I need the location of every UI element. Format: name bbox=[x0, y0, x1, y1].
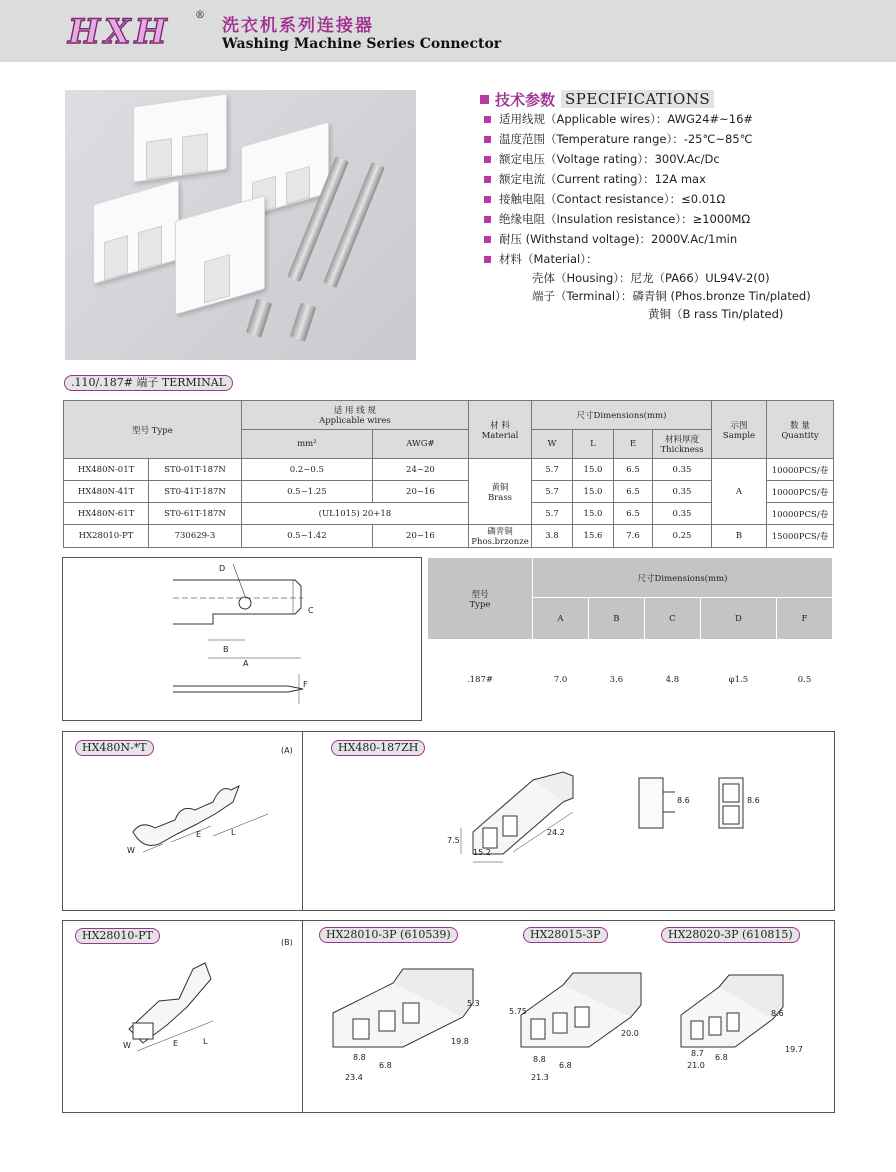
marker-a: (A) bbox=[281, 746, 293, 755]
tag-hx28015-3p: HX28015-3P bbox=[523, 927, 608, 943]
table-row: HX480N-41T ST0-41T-187N 0.5~1.25 20~16 5.7 15.0 6.5 0.35 10000PCS/卷 bbox=[64, 481, 834, 503]
p3-dim-1: 8.7 bbox=[691, 1049, 704, 1058]
material-terminal: 端子（Terminal）：磷青铜 (Phos.bronze Tin/plated) bbox=[532, 289, 811, 303]
registered-mark: ® bbox=[195, 10, 205, 21]
table-row: HX480N-01T ST0-01T-187N 0.2~0.5 24~20 黄铜 Brass 5.7 15.0 6.5 0.35 A 10000PCS/卷 bbox=[64, 459, 834, 481]
dim-c: C bbox=[308, 606, 314, 615]
bullet-icon bbox=[484, 116, 491, 123]
bullet-square-icon bbox=[480, 95, 489, 104]
housing-2way-left bbox=[93, 180, 179, 285]
dim-l-b: L bbox=[203, 1037, 208, 1046]
bullet-icon bbox=[484, 176, 491, 183]
spec-item: 额定电流（Current rating）：12A max bbox=[480, 169, 860, 189]
marker-b: (B) bbox=[281, 938, 293, 947]
p2-dim-2: 6.8 bbox=[559, 1061, 572, 1070]
spec-item: 材料（Material）： bbox=[480, 249, 860, 269]
p1-dim-1: 8.8 bbox=[353, 1053, 366, 1062]
bullet-icon bbox=[484, 156, 491, 163]
spec-item: 温度范围（Temperature range）：-25℃~85℃ bbox=[480, 129, 860, 149]
material-housing: 壳体（Housing）：尼龙（PA66）UL94V-2(0) bbox=[532, 271, 770, 285]
dim-a: A bbox=[243, 659, 249, 668]
p3-dim-0: 8.6 bbox=[771, 1009, 784, 1018]
dim-15-2: 15.2 bbox=[473, 848, 491, 857]
table-row: .187# 7.0 3.6 4.8 φ1.5 0.5 bbox=[428, 640, 833, 720]
p2-dim-1: 8.8 bbox=[533, 1055, 546, 1064]
panel-a bbox=[62, 731, 835, 911]
tag-hx480n: HX480N-*T bbox=[75, 740, 154, 756]
p1-dim-3: 19.8 bbox=[451, 1037, 469, 1046]
table-row: HX28010-PT 730629-3 0.5~1.42 20~16 磷青铜 Phos.brzonze 3.8 15.6 7.6 0.25 B 15000PCS/卷 bbox=[64, 525, 834, 548]
bullet-icon bbox=[484, 216, 491, 223]
spec-item: 额定电压（Voltage rating）：300V.Ac/Dc bbox=[480, 149, 860, 169]
dim-24-2: 24.2 bbox=[547, 828, 565, 837]
p2-dim-0: 5.75 bbox=[509, 1007, 527, 1016]
dim-8-6-right: 8.6 bbox=[747, 796, 760, 805]
bullet-icon bbox=[484, 136, 491, 143]
spec-item: 适用线规（Applicable wires）：AWG24#~16# bbox=[480, 109, 860, 129]
p3-dim-2: 6.8 bbox=[715, 1053, 728, 1062]
tag-hx28010-3p: HX28010-3P (610539) bbox=[319, 927, 458, 943]
tag-hx28010-pt: HX28010-PT bbox=[75, 928, 160, 944]
table-row: HX480N-61T ST0-61T-187N (UL1015) 20+18 5.7 15.0 6.5 0.35 10000PCS/卷 bbox=[64, 503, 834, 525]
panel-b bbox=[62, 920, 835, 1113]
dim-7-5: 7.5 bbox=[447, 836, 460, 845]
dim-b: B bbox=[223, 645, 229, 654]
product-photo bbox=[65, 90, 416, 360]
dim-w-a: W bbox=[127, 846, 135, 855]
tab-1 bbox=[246, 298, 272, 337]
title-cn: 洗衣机系列连接器 bbox=[222, 16, 374, 36]
p1-dim-2: 6.8 bbox=[379, 1061, 392, 1070]
dim-f: F bbox=[303, 680, 308, 689]
dim-l-a: L bbox=[231, 828, 236, 837]
bullet-icon bbox=[484, 236, 491, 243]
dim-d: D bbox=[219, 564, 226, 573]
spec-title: 技术参数 SPECIFICATIONS bbox=[480, 89, 860, 109]
bullet-icon bbox=[484, 196, 491, 203]
spec-item: 耐压 (Withstand voltage)：2000V.Ac/1min bbox=[480, 229, 860, 249]
tab-dimension-table: 型号 Type 尺寸Dimensions(mm) A B C D F .187# 7.0 3.6 4.8 φ1.5 0.5 bbox=[427, 557, 833, 720]
specifications bbox=[480, 89, 860, 323]
housing-2way-top bbox=[133, 93, 227, 182]
p1-dim-4: 23.4 bbox=[345, 1073, 363, 1082]
housing-b-drawings bbox=[63, 921, 834, 1112]
dim-e-a: E bbox=[196, 830, 202, 839]
p3-dim-4: 21.0 bbox=[687, 1061, 705, 1070]
bullet-icon bbox=[484, 256, 491, 263]
dim-w-b: W bbox=[123, 1041, 131, 1050]
p2-dim-3: 20.0 bbox=[621, 1029, 639, 1038]
material-brass: 黄铜（B rass Tin/plated) bbox=[648, 307, 784, 321]
housing-1way bbox=[175, 195, 265, 315]
title-en: Washing Machine Series Connector bbox=[222, 36, 502, 52]
dim-8-6-left: 8.6 bbox=[677, 796, 690, 805]
p1-dim-0: 5.3 bbox=[467, 999, 480, 1008]
terminal-section-label: .110/.187# 端子 TERMINAL bbox=[64, 375, 233, 391]
header-bar bbox=[0, 0, 896, 62]
p3-dim-3: 19.7 bbox=[785, 1045, 803, 1054]
terminal-a-drawing bbox=[63, 732, 834, 910]
terminal-spec-table: 型号 Type 适 用 线 规 Applicable wires 材 料 Material 尺寸Dimensions(mm) 示图 Sample 数 量 Quantity mm² AWG# W L E 材料厚度 Thickness HX480N-01T ST0-01T-187N 0.2~0.5 24~20 黄铜 Brass 5.7 15.0 6.5 0.35 A 10000PCS/卷 HX480N-41T ST0-41T-187N 0.5~1.25 20~16 5.7 15.0 6.5 0.35 10000PCS/卷 HX480N-61T ST0-61T-187N (UL1015) 20+18 5.7 15.0 6.5 0.35 10000PCS/卷 HX28010-PT 730629-3 0.5~1.42 20~16 磷青铜 Phos.brzonze 3.8 15.6 7.6 0.25 B 15000PCS/卷 bbox=[63, 400, 834, 548]
dim-e-b: E bbox=[173, 1039, 179, 1048]
tag-hx480-187zh: HX480-187ZH bbox=[331, 740, 425, 756]
spec-item: 接触电阻（Contact resistance）：≤0.01Ω bbox=[480, 189, 860, 209]
tag-hx28020-3p: HX28020-3P (610815) bbox=[661, 927, 800, 943]
spec-item: 绝缘电阻（Insulation resistance）：≥1000MΩ bbox=[480, 209, 860, 229]
brand-logo: HXH bbox=[68, 12, 171, 52]
tab-2 bbox=[290, 302, 316, 341]
tab-drawing bbox=[63, 558, 421, 720]
tab-drawing-panel bbox=[62, 557, 422, 721]
p2-dim-4: 21.3 bbox=[531, 1073, 549, 1082]
